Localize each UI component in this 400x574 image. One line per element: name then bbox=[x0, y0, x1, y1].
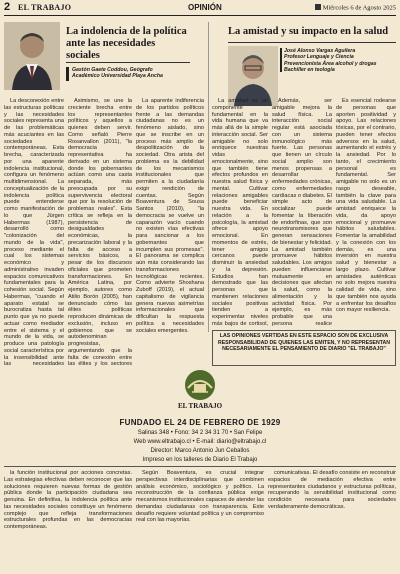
calendar-icon bbox=[315, 4, 321, 10]
article1-header bbox=[4, 22, 189, 96]
section-rule bbox=[4, 466, 396, 467]
body-paragraph: La desconexión entre las estructuras políticas y las necesidades sociales representa una de las problemáticas más acuciantes en las sociedades contemporáneas. Esta brecha, caracterizada por una aparente indolencia institucional, configura un fenómeno multidimensional. La conceptualización de la indolencia política puede entenderse como manifestación de lo que Jürgen Habermas (1987), desarrolló como "colonización del mundo de la vida", proceso mediante el cual los sistemas económico y administrativo invaden espacios comunicativos fundamentales para la cohesión social. Según Habermas, "cuando el aparato estatal se burocratiza hasta tal punto que ya no puede actuar como mediador entre el sistema y el mundo de la vida, se produce una patología social característica por la insensibilidad ante las necesidades bbox=[4, 98, 64, 366]
printed-line: Impreso en los talleres de Diario El Trabajo bbox=[142, 457, 258, 463]
author-role: Bachiller en teología bbox=[284, 67, 335, 74]
date-text: Miércoles 6 de Agosto 2025 bbox=[322, 4, 396, 12]
continuation-column-2 bbox=[136, 470, 264, 572]
newspaper-logo bbox=[154, 368, 246, 414]
author-name: Gastón Gaete Coddou, Geógrafo bbox=[72, 67, 153, 73]
header-rule bbox=[4, 15, 396, 16]
article1-column-1 bbox=[4, 98, 64, 366]
body-paragraph: Es esencial rodearse de personas que aporten positividad y apoyo. Las relaciones tóxicas, por el contrario, pueden tener efectos adversos en la salud, aumentando el estrés y la ansiedad. Por lo tanto, el crecimiento personal es fundamental. Ser amigable no solo es un rasgo deseable, también la clave para una vida saludable. La amistad enriquece la vida, da apoyo emocional y promueve hábitos saludables. Fomentar la amabilidad y la conexión con los demás, es una inversión en nuestra salud y bienestar a largo plazo. Cultivar amistades auténticas no solo mejora nuestra calidad de vida, sino que también nos ayuda a enfrentar los desafíos con mayor resiliencia. bbox=[336, 98, 396, 314]
article1-author bbox=[72, 67, 190, 80]
article2-column-3 bbox=[336, 98, 396, 326]
author-bar bbox=[66, 67, 69, 81]
body-paragraph: La aparente indiferencia de los partidos políticos frente a las demandas ciudadanas no es un fenómeno aislado, sino que se inscribe en un proceso más amplio de despolitización de la sociedad. Otra arista del problema es la debilidad de los mecanismos institucionales que permiten a la ciudadanía exigir rendición de cuentas. Según Boaventura de Sousa Santos (2010), "la democracia se vuelve un caparazón vacío cuando no existen vías efectivas para sancionar a los gobernantes que incumplen sus promesas". El panorama se complica aún más considerando las transformaciones tecnológicas recientes. Como advierte Shoshana Zuboff (2019), el actual capitalismo de vigilancia genera nuevas asimetrías informacionales que dificultan la respuesta política a necesidades sociales emergentes. bbox=[136, 98, 204, 334]
article2-header bbox=[228, 22, 396, 96]
founded-line: FUNDADO EL 24 DE FEBRERO DE 1929 bbox=[119, 418, 281, 427]
logo-emblem-icon bbox=[154, 368, 246, 402]
article1-column-2 bbox=[68, 98, 132, 366]
author-photo bbox=[228, 46, 278, 106]
continuation-column-3 bbox=[268, 470, 396, 572]
article1-title: La indolencia de la política ante las necesidades sociales bbox=[66, 26, 187, 61]
article2-column-1 bbox=[212, 98, 268, 326]
page-header bbox=[0, 0, 400, 16]
body-paragraph: la función institucional por acciones concretas. Las estrategias efectivas deben reconocer que las soluciones requieren nuevas formas de gestión pública donde la participación ciudadana sea genuina. En definitiva, la indolencia política ante las necesidades sociales constituye un fenómeno complejo que refleja transformaciones estructurales profundas en las democracias contemporáneas. bbox=[4, 470, 132, 530]
title-rule bbox=[228, 42, 396, 43]
address-line: Salinas 348 • Fono: 34 2 34 31 70 • San Felipe bbox=[137, 430, 263, 436]
article2-author bbox=[284, 48, 396, 74]
director-line: Director: Marco Antonio Jun Ceballos bbox=[150, 448, 250, 454]
column-divider bbox=[208, 22, 209, 332]
disclaimer-box: LAS OPINIONES VERTIDAS EN ESTE ESPACIO SON DE EXCLUSIVA RESPONSABILIDAD DE QUIENES LAS EMITEN, Y NO REPRESENTAN NECESARIAMENTE EL PENSAMIENTO DE DIARIO "EL TRABAJO" bbox=[212, 330, 396, 366]
article2-column-2 bbox=[272, 98, 332, 326]
continuation-column-1 bbox=[4, 470, 132, 572]
author-photo bbox=[4, 22, 60, 90]
section-title: OPINIÓN bbox=[188, 3, 222, 12]
title-rule bbox=[66, 62, 190, 63]
body-paragraph: Asimismo, se une la creciente brecha entre los representantes políticos y aquellos a quienes deben servir. Como señaló Pierre Rosanvallon (2011), "la democracia representativa ha derivado en un sistema donde los gobernantes actúan como una casta separada, más preocupada por su supervivencia electoral que por la resolución de problemas reales". Esta crítica se refleja en la persistencia de desigualdades económicas, la precarización laboral y la falta de acceso a servicios básicos, a pesar de los discursos oficiales que prometen transformaciones. En América Latina, por ejemplo, autores como Atilio Borón (2005), han denunciado cómo las élites políticas reproducen dinámicas de exclusión, incluso en gobiernos que se autodenominan progresistas, argumentando que la falta de conexión entre las élites y los sectores bbox=[68, 98, 132, 366]
paper-name: EL TRABAJO bbox=[18, 3, 72, 12]
body-paragraph: Además, ser amigable mejora la salud física. La interacción social regular está asociada con un sistema inmunológico más fuerte. Las personas que tienen un círculo social amplio son menos propensas a desarrollar enfermedades crónicas, como enfermedades cardíacas o diabetes. El simple acto de socializar puede fomentar la liberación de endorfinas, que son neurotransmisores que generan sensaciones de bienestar y felicidad. La amistad también promueve hábitos saludables. Los amigos pueden influenciarse mutuamente en decisiones que afectan la salud, como la alimentación y la actividad física. Por ejemplo, es más probable que una persona realice bbox=[272, 98, 332, 326]
masthead bbox=[4, 368, 396, 466]
article2-title: La amistad y su impacto en la salud bbox=[228, 26, 389, 37]
author-role: Profesor Lenguaje y Ciencia bbox=[284, 54, 354, 61]
author-bar bbox=[280, 48, 282, 72]
author-name: José Alonso Vargas Aguilera bbox=[284, 48, 356, 54]
logo-text: EL TRABAJO bbox=[177, 402, 223, 410]
author-role: Prevencionista Área alcohol y drogas bbox=[284, 60, 377, 67]
body-paragraph: Según Boaventura, es crucial integrar perspectivas interdisciplinarias que combinen análisis económico, sociológico y político. La reconstrucción de la confianza pública exige mecanismos institucionales capaces de atender las demandas ciudadanas con transparencia. Este desafío requiere voluntad política y un compromiso real con las mayorías. bbox=[136, 470, 264, 524]
author-role: Académico Universidad Playa Ancha bbox=[72, 73, 163, 80]
body-paragraph: La amistad es un componente fundamental en la vida humana que va más allá de la simple interacción social. Ser amigable no solo enriquece nuestras vidas emocionalmente, sino que también tiene efectos profundos en nuestra salud física y mental. Cultivar relaciones amigables puede beneficiar nuestra vida. En relación a la psicología, la amistad ofrece apoyo emocional. En momentos de estrés, tener amigos cercanos puede disminuir la ansiedad y la depresión. Estudios han demostrado que las personas que mantienen relaciones sociales positivas tienden a experimentar niveles más bajos de cortisol, bbox=[212, 98, 268, 326]
dateline bbox=[315, 4, 396, 12]
body-paragraph: comunicativas. El desafío consiste en reconstruir espacios de mediación efectiva entre representantes ciudadanos y estructuras políticas, recuperando la sensibilidad institucional como condición necesaria para sociedades verdaderamente democráticas. bbox=[268, 470, 396, 510]
page-number: 2 bbox=[4, 1, 11, 13]
article1-column-3 bbox=[136, 98, 204, 366]
web-line: Web www.eltrabajo.cl • E-mail: diario@eltrabajo.cl bbox=[133, 439, 267, 445]
